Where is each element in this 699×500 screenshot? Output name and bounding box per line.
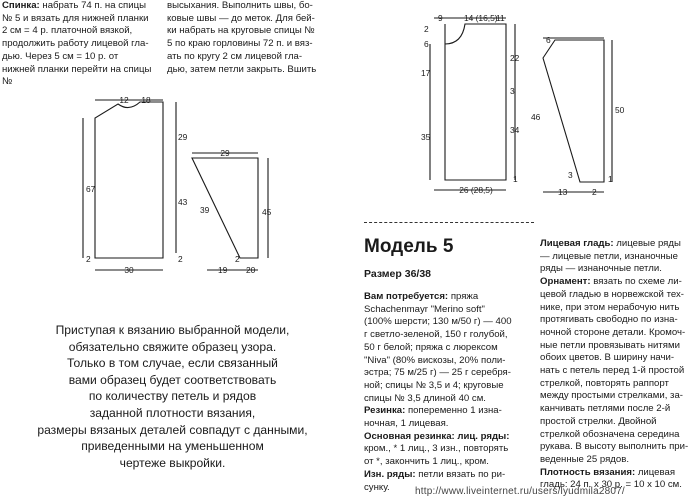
notice-line: чертеже выкройки. — [119, 455, 226, 470]
dim-label: 1 — [513, 174, 518, 184]
dim-label: 2 — [86, 254, 91, 264]
spinka-line: 2 см = 4 р. платочной вязкой, — [2, 25, 133, 37]
notice-line: Только в том случае, если связанный — [67, 356, 278, 371]
notice-line: заданной плотности вязания, — [89, 405, 256, 420]
ornament-line: между простыми стрелками, за- — [540, 390, 683, 402]
spinka-line: дью. Через 5 см = 10 р. от — [2, 50, 119, 62]
dim-label: 50 — [615, 105, 625, 115]
main-rib-line: от *, закончить 1 лиц., кром. — [364, 456, 489, 468]
dim-label: 12 — [119, 95, 129, 105]
notice-line: по количеству петель и рядов — [88, 389, 257, 404]
dim-label: 34 — [510, 125, 520, 135]
dim-label: 2 — [424, 24, 429, 34]
materials-line: г светло-зеленой, 150 г голубой, — [364, 329, 508, 341]
ornament-line: ные петли провязывать нитями — [540, 339, 680, 351]
density-line: гладь: 24 п. x 30 р. = 10 x 10 см. — [540, 479, 682, 491]
spinka-line: № 5 и вязать для нижней планки — [2, 12, 149, 24]
materials-line: ной; спицы № 3,5 и 4; круговые — [364, 379, 504, 391]
dim-label: 39 — [200, 205, 210, 215]
model5-body-outline — [445, 24, 506, 180]
dim-label: 2 — [235, 254, 240, 264]
notice-line: размеры вязаных деталей совпадут с данными, — [37, 422, 308, 437]
technique-column — [540, 238, 698, 492]
materials-line: 50 г белой; пряжа с люрексом — [364, 341, 498, 353]
assembly-line: 5 по краю горловины 72 п. и вяз- — [167, 38, 313, 50]
spinka-line: нижней планки перейти на спицы № — [2, 63, 152, 88]
density-line: лицевая — [637, 466, 676, 478]
dim-label: 13 — [558, 187, 568, 197]
dim-label: 20 — [246, 265, 256, 275]
purl-label: Изн. ряды: — [364, 468, 416, 480]
dim-label: 2 — [592, 187, 597, 197]
materials-line: (100% шерсти; 130 м/50 г) — 400 — [364, 316, 512, 328]
ornament-line: стрелкой, повторять раппорт — [540, 377, 669, 389]
materials-line: Schachenmayr "Merino soft" — [364, 303, 485, 315]
ornament-line: канчивать петлями после 2-й — [540, 403, 671, 415]
dim-label: 6 — [546, 35, 551, 45]
purl-line: сунку. — [364, 481, 390, 493]
dim-label: 9 — [438, 13, 443, 23]
materials-column — [364, 291, 530, 494]
rib-line: попеременно 1 изна- — [407, 405, 502, 417]
ornament-line: веденные 25 рядов. — [540, 453, 629, 465]
dim-label: 2 — [178, 254, 183, 264]
ornament-line: обоих цветов. В ширину начи- — [540, 352, 675, 364]
ornament-line: вязать по схеме ли- — [593, 276, 682, 288]
stockinette-label: Лицевая гладь: — [540, 238, 614, 249]
dim-label: 18 — [141, 95, 151, 105]
ornament-line: ночной стороне детали. Кромоч- — [540, 326, 686, 338]
notice-line: обязательно свяжите образец узора. — [68, 339, 277, 354]
rib-line: ночная, 1 лицевая. — [364, 418, 449, 430]
dim-label: 22 — [510, 53, 520, 63]
main-rib-label: Основная резинка: лиц. ряды: — [364, 430, 510, 442]
ornament-line: стрелкой обозначена середина — [540, 428, 680, 440]
materials-line: эстра; 75 м/25 г) — 25 г серебря- — [364, 367, 511, 379]
assembly-line: ать по кругу 2 см лицевой гла- — [167, 50, 303, 62]
purl-line: петли вязать по ри- — [418, 468, 506, 480]
assembly-line: дью, затем петли закрыть. Вшить — [167, 63, 317, 75]
assembly-line: ковые швы — до меток. Для бей- — [167, 12, 315, 24]
notice-line: приведенными на уменьшенном — [81, 439, 264, 454]
ornament-line: нике, при этом нерабочую нить — [540, 301, 680, 313]
dim-label: 46 — [531, 112, 541, 122]
stockinette-line: лицевые ряды — [616, 238, 681, 249]
ornament-label: Орнамент: — [540, 276, 591, 288]
notice-line: Приступая к вязанию выбранной модели, — [55, 323, 290, 337]
model-title: Модель 5 — [364, 236, 454, 257]
section-divider — [364, 222, 534, 225]
ornament-line: протягивать свободно по изна- — [540, 314, 678, 326]
spinka-title: Спинка: — [2, 0, 40, 11]
dim-label: 29 — [178, 132, 188, 142]
dim-label: 45 — [262, 207, 272, 217]
assembly-line: высыхания. Выполнить швы, бо- — [167, 0, 313, 11]
assembly-line: ки набрать на круговые спицы № — [167, 25, 315, 37]
spinka-line: набрать 74 п. на спицы — [42, 0, 146, 11]
materials-line: пряжа — [450, 291, 479, 302]
dim-label: 3 — [510, 86, 515, 96]
main-rib-line: кром., * 1 лиц., 3 изн., повторять — [364, 443, 509, 455]
ornament-line: нать с петель перед 1-й простой — [540, 365, 685, 377]
dim-label: 30 — [124, 265, 134, 275]
dim-label: 17 — [421, 68, 431, 78]
stockinette-line: ряды — изнаночные петли. — [540, 263, 662, 275]
sleeve2-outline — [543, 40, 604, 182]
dim-label: 29 — [220, 148, 230, 158]
dim-label: 19 — [218, 265, 228, 275]
materials-line: спицы № 3,5 длиной 40 см. — [364, 392, 486, 404]
dim-label: 6 — [424, 39, 429, 49]
dim-label: 14 (16,5) — [464, 13, 498, 23]
spinka-line: продолжить работу лицевой гла- — [2, 38, 149, 50]
back-piece-outline — [95, 102, 163, 258]
dim-label: 1 — [608, 174, 613, 184]
dim-label: 35 — [421, 132, 431, 142]
dim-label: 67 — [86, 184, 96, 194]
materials-label: Вам потребуется: — [364, 291, 449, 302]
rib-label: Резинка: — [364, 405, 406, 417]
dim-label: 43 — [178, 197, 188, 207]
density-label: Плотность вязания: — [540, 466, 636, 478]
stockinette-line: — лицевые петли, изнаночные — [540, 250, 678, 262]
materials-line: "Niva" (80% вискозы, 20% поли- — [364, 354, 506, 366]
ornament-line: простой стрелки. Двойной — [540, 415, 657, 427]
watermark-url[interactable]: http://www.liveinternet.ru/users/lyudmila2807/ — [415, 486, 625, 497]
notice-line: вами образец будет соответствовать — [68, 372, 277, 387]
dim-label: 26 (28,5) — [459, 185, 493, 195]
dim-label: 3 — [568, 170, 573, 180]
gauge-notice — [20, 322, 325, 471]
ornament-line: цевой гладью в норвежской тех- — [540, 288, 684, 300]
size-label: Размер 36/38 — [364, 268, 432, 280]
ornament-line: рукава. В высоту выполнить при- — [540, 441, 689, 453]
dim-label: 11 — [496, 13, 505, 23]
